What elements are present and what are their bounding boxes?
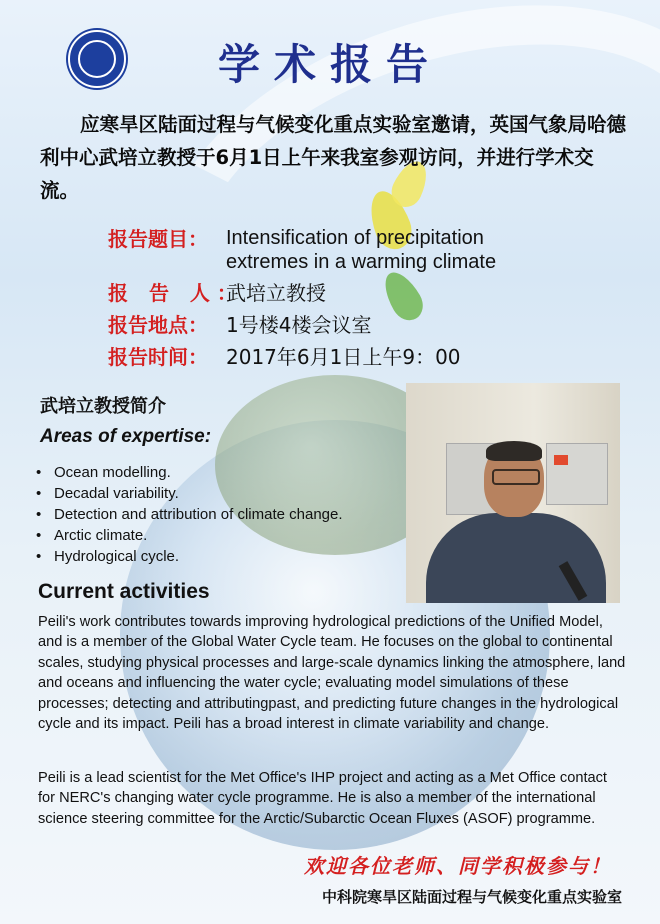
topic-label: 报告题目： bbox=[108, 227, 208, 251]
photo-equipment bbox=[546, 443, 608, 505]
photo-person-hair bbox=[486, 441, 542, 461]
list-item: • Arctic climate. bbox=[36, 525, 343, 546]
intro-paragraph: 应寒旱区陆面过程与气候变化重点实验室邀请，英国气象局哈德利中心武培立教授于6月1日上午来我室参观访问，并进行学术交流。 bbox=[40, 113, 627, 202]
speaker-photo bbox=[406, 383, 620, 603]
place-row bbox=[108, 312, 371, 338]
place-value: 1号楼4楼会议室 bbox=[226, 313, 372, 337]
current-heading: Current activities bbox=[38, 580, 210, 603]
speaker-value: 武培立教授 bbox=[226, 281, 326, 305]
time-row bbox=[108, 344, 461, 370]
glasses-icon bbox=[492, 469, 540, 485]
current-paragraph-2: Peili is a lead scientist for the Met Office's IHP project and acting as a Met Office contact for NERC's changing water cycle programme. He is also a member of the international science steering committee for the Arctic/Subarctic Ocean Fluxes (ASOF) programme. bbox=[38, 770, 607, 827]
current-paragraph-1: Peili's work contributes towards improving hydrological predictions of the Unified Model, and is a member of the Global Water Cycle team. He focuses on the global to continental scales, studying physical processes and large-scale dynamics linking the atmosphere, land and oceans and influencing the water cycle; evaluating model simulations of these processes; detecting and attributingpast, and predicting future changes in the hydrological cycle and its impact. Peili has a broad interest in climate variability and change. bbox=[38, 614, 626, 733]
poster-title: 学术报告 bbox=[217, 40, 442, 89]
speaker-row bbox=[108, 280, 326, 306]
welcome-text: 欢迎各位老师、同学积极参与！ bbox=[304, 854, 612, 878]
list-item: • Detection and attribution of climate change. bbox=[36, 504, 343, 525]
time-value: 2017年6月1日上午9：00 bbox=[226, 345, 461, 369]
speaker-label: 报 告 人： bbox=[108, 281, 244, 305]
photo-indicator bbox=[554, 455, 568, 465]
topic-value: Intensification of precipitation extremes in a warming climate bbox=[226, 227, 497, 273]
time-label: 报告时间： bbox=[108, 345, 208, 369]
areas-list bbox=[36, 462, 343, 567]
bio-heading: 武培立教授简介 bbox=[40, 396, 166, 417]
topic-row bbox=[108, 226, 566, 274]
list-item: • Hydrological cycle. bbox=[36, 546, 343, 567]
place-label: 报告地点： bbox=[108, 313, 208, 337]
list-item: • Decadal variability. bbox=[36, 483, 343, 504]
organization-name: 中科院寒旱区陆面过程与气候变化重点实验室 bbox=[321, 888, 622, 906]
list-item: • Ocean modelling. bbox=[36, 462, 343, 483]
areas-heading: Areas of expertise: bbox=[40, 426, 212, 447]
